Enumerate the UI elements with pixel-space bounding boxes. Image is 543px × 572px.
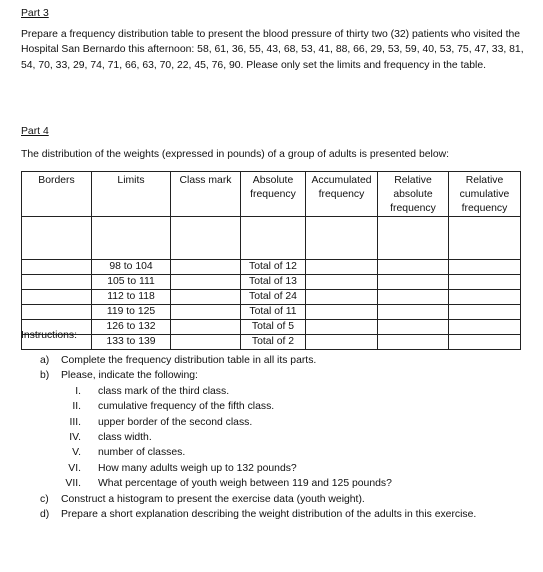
table-row xyxy=(22,275,521,290)
sub-item xyxy=(61,430,520,445)
table-cell xyxy=(449,260,521,275)
header-limits: Limits xyxy=(92,172,171,217)
header-class-mark: Class mark xyxy=(171,172,241,217)
sub-item-marker: V. xyxy=(72,447,81,459)
table-cell xyxy=(449,290,521,305)
instruction-marker: d) xyxy=(40,509,50,521)
instructions-title: Instructions: xyxy=(21,330,78,341)
table-cell xyxy=(449,320,521,335)
table-cell xyxy=(22,260,92,275)
absolute-frequency-cell: Total of 2 xyxy=(241,335,306,350)
table-cell xyxy=(171,305,241,320)
table-cell xyxy=(378,320,449,335)
instruction-item xyxy=(40,492,520,507)
table-cell xyxy=(171,260,241,275)
sub-item-marker: III. xyxy=(69,416,81,428)
table-row xyxy=(22,290,521,305)
table-cell xyxy=(22,275,92,290)
header-accumulated-frequency: Accumulated frequency xyxy=(306,172,378,217)
absolute-frequency-cell: Total of 24 xyxy=(241,290,306,305)
sub-instructions-list xyxy=(61,384,520,492)
absolute-frequency-cell: Total of 12 xyxy=(241,260,306,275)
sub-item-marker: VII. xyxy=(65,478,81,490)
instruction-text: Complete the frequency distribution table in all its parts. xyxy=(61,355,317,366)
instructions-list xyxy=(40,353,520,522)
header-relative-absolute-frequency: Relative absolute frequency xyxy=(378,172,449,217)
sub-item-marker: II. xyxy=(72,401,81,413)
table-row xyxy=(22,260,521,275)
table-row xyxy=(22,320,521,335)
table-cell xyxy=(449,335,521,350)
sub-item xyxy=(61,399,520,414)
table-cell xyxy=(378,275,449,290)
sub-item-marker: IV. xyxy=(69,432,81,444)
sub-item-marker: I. xyxy=(75,385,81,397)
table-cell xyxy=(449,217,521,260)
sub-item xyxy=(61,445,520,460)
instruction-item xyxy=(40,353,520,368)
sub-item-text: class mark of the third class. xyxy=(98,385,230,397)
table-cell xyxy=(22,217,92,260)
table-cell xyxy=(92,217,171,260)
table-cell xyxy=(449,275,521,290)
table-cell xyxy=(306,335,378,350)
table-cell xyxy=(306,290,378,305)
header-absolute-frequency: Absolute frequency xyxy=(241,172,306,217)
sub-item-text: cumulative frequency of the fifth class. xyxy=(98,401,275,413)
sub-item-text: upper border of the second class. xyxy=(98,416,253,428)
table-cell xyxy=(378,290,449,305)
table-cell xyxy=(378,217,449,260)
table-cell xyxy=(171,290,241,305)
table-header-row xyxy=(22,172,521,217)
table-spacer-row xyxy=(22,217,521,260)
header-borders: Borders xyxy=(22,172,92,217)
sub-item-text: class width. xyxy=(98,432,152,444)
instruction-marker: b) xyxy=(40,370,50,382)
sub-item-text: What percentage of youth weigh between 119 and 125 pounds? xyxy=(98,478,392,490)
part4-heading: Part 4 xyxy=(21,126,49,137)
sub-item xyxy=(61,476,520,491)
table-row xyxy=(22,305,521,320)
absolute-frequency-cell: Total of 11 xyxy=(241,305,306,320)
table-cell xyxy=(171,275,241,290)
table-cell xyxy=(306,260,378,275)
instruction-marker: a) xyxy=(40,355,50,366)
header-relative-cumulative-frequency: Relative cumulative frequency xyxy=(449,172,521,217)
table-cell xyxy=(306,275,378,290)
limits-cell: 105 to 111 xyxy=(92,275,171,290)
table-cell xyxy=(378,335,449,350)
table-row xyxy=(22,335,521,350)
instruction-text: Prepare a short explanation describing the weight distribution of the adults in this exercise. xyxy=(61,509,477,521)
part3-heading: Part 3 xyxy=(21,8,49,19)
table-cell xyxy=(22,290,92,305)
part3-text: Prepare a frequency distribution table to present the blood pressure of thirty two (32) patients who visited the Hospital San Bernardo this afternoon: 58, 61, 36, 55, 43, 68, 53, 41, 88, 66, 29, 53, 59, 40, 53, 75, 47, 33, 81, 54, 70, 33, 29, 74, 71, 66, 63, 70, 22, 45, 76, 90. Please only set the limits and frequency in the table. xyxy=(21,29,524,71)
instruction-marker: c) xyxy=(40,493,49,505)
instruction-text: Construct a histogram to present the exercise data (youth weight). xyxy=(61,493,365,505)
sub-item xyxy=(61,461,520,476)
limits-cell: 133 to 139 xyxy=(92,335,171,350)
limits-cell: 98 to 104 xyxy=(92,260,171,275)
absolute-frequency-cell: Total of 13 xyxy=(241,275,306,290)
table-cell xyxy=(306,320,378,335)
table-cell xyxy=(306,217,378,260)
table-cell xyxy=(378,260,449,275)
instruction-text: Please, indicate the following: xyxy=(61,370,198,382)
table-cell xyxy=(171,320,241,335)
sub-item-text: number of classes. xyxy=(98,447,186,459)
table-cell xyxy=(306,305,378,320)
instruction-item xyxy=(40,368,520,491)
table-cell xyxy=(171,217,241,260)
weight-distribution-table xyxy=(21,171,521,350)
instruction-item xyxy=(40,507,520,522)
table-cell xyxy=(241,217,306,260)
limits-cell: 126 to 132 xyxy=(92,320,171,335)
sub-item xyxy=(61,384,520,399)
sub-item-marker: VI. xyxy=(68,462,81,474)
table-cell xyxy=(449,305,521,320)
part4-intro: The distribution of the weights (expressed in pounds) of a group of adults is presented below: xyxy=(21,149,449,160)
limits-cell: 112 to 118 xyxy=(92,290,171,305)
limits-cell: 119 to 125 xyxy=(92,305,171,320)
table-cell xyxy=(171,335,241,350)
table-cell xyxy=(378,305,449,320)
sub-item-text: How many adults weigh up to 132 pounds? xyxy=(98,462,297,474)
sub-item xyxy=(61,415,520,430)
absolute-frequency-cell: Total of 5 xyxy=(241,320,306,335)
table-cell xyxy=(22,305,92,320)
